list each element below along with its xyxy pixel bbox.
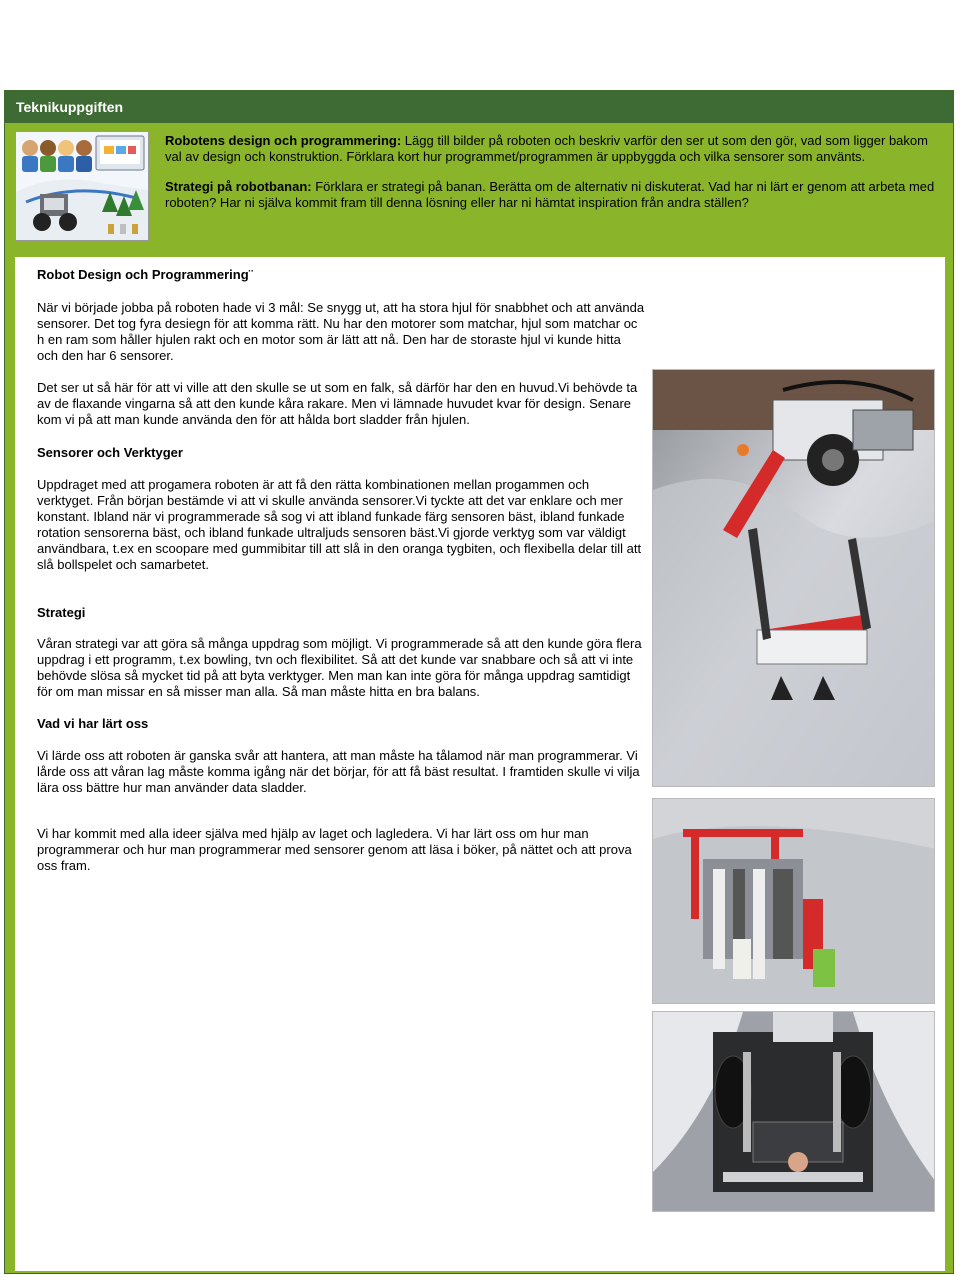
robot-photo-top [652, 798, 935, 1004]
heading-strategy: Strategi [37, 605, 86, 620]
robot-photo-front [652, 369, 935, 787]
task-frame [4, 90, 954, 1274]
heading-robot-design: Robot Design och Programmering¨ [37, 267, 253, 282]
task-design-text: Lägg till bilder på roboten och beskriv varför den ser ut som den gör, vad som ligger bakom val av design och konstruktion. Förklara kort hur programmet/programmen är uppbyggda och vilka sensorer som använts. [165, 133, 928, 164]
heading-lessons: Vad vi har lärt oss [37, 716, 149, 731]
paragraph-design-goals: När vi började jobba på roboten hade vi 3 mål: Se snygg ut, att ha stora hjul för snabbhet och att använda sensorer. Det tog fyra desiegn för att komma rätt. Nu har den motorer som matchar, hjul som matchar oc h en ram som håller hjulen rakt och en motor som är lätt att nå. Den har de storaste hjul vi kunde hitta och den har 6 sensorer. [37, 300, 645, 363]
paragraph-lessons: Vi lärde oss att roboten är ganska svår att hantera, att man måste ha tålamod när man programmerar. Vi lårde oss att våran lag måste komma igång när det börjar, för att få bäst resultat. I framtiden skulle vi vilja lära oss bättre hur man använder data sladder. [37, 748, 640, 795]
paragraph-design-falcon: Det ser ut så här för att vi ville att den skulle se ut som en falk, så därför har den en huvud.Vi behövde ta av de flaxande vingarna så att den kunde kåra rakare. Men vi lämnade huvudet kvar för design. Senare kom vi på att man kunde använda den för att hålda bort sladder från hjulen. [37, 380, 638, 427]
answer-content [15, 257, 945, 1271]
robot-task-illustration [15, 131, 149, 241]
section-title: Teknikuppgiften [5, 91, 953, 123]
paragraph-ideas: Vi har kommit med alla ideer själva med hjälp av laget och lagledera. Vi har lärt oss om hur man programmerar och hur man programmerar med sensorer genom att läsa i böker, på nättet och att prova oss fram. [37, 826, 632, 873]
heading-sensors-tools: Sensorer och Verktyger [37, 445, 183, 460]
paragraph-sensors: Uppdraget med att progamera roboten är att få den rätta kombinationen mellan progammen och verktyget. Från början bestämde vi att vi skulle använda sensorer.Vi tyckte att det var enklare och mer konstant. Ibland när vi programmerade så sog vi att ibland funkade färg sensoren bäst, ibland funkade rotation sensorerna bäst, och ibland funkade ultraljuds sensoren bäst.Vi gjorde verktyg som var väldigt användbara, t.ex en scoopare med gummibitar till att slå in den oranga tygbiten, och flexibella delar till att slå bollspelet och samarbetet. [37, 477, 642, 572]
task-design-paragraph [165, 133, 945, 165]
task-strategy-label: Strategi på robotbanan: [165, 179, 312, 194]
robot-photo-bottom [652, 1011, 935, 1212]
task-strategy-text: Förklara er strategi på banan. Berätta om de alternativ ni diskuterat. Vad har ni lärt er genom att arbeta med roboten? Har ni själva kommit fram till denna lösning eller har ni hämtat inspiration från andra ställen? [165, 179, 935, 210]
answer-text-column [37, 267, 645, 874]
paragraph-strategy: Våran strategi var att göra så många uppdrag som möjligt. Vi programmerade så att den kunde göra flera uppdrag i ett programm, t.ex bowling, tvn och flexibilitet. Så att det kunde var snabbare och så att vi inte behövde slösa så mycket tid på att byta verktyger. Men man kan inte göra för många uppdrag samtidigt för om man missar en så misser man alla. Så man måste hitta en bra balans. [37, 636, 642, 699]
task-strategy-paragraph [165, 179, 945, 211]
task-design-label: Robotens design och programmering: [165, 133, 402, 148]
task-description [165, 133, 945, 225]
